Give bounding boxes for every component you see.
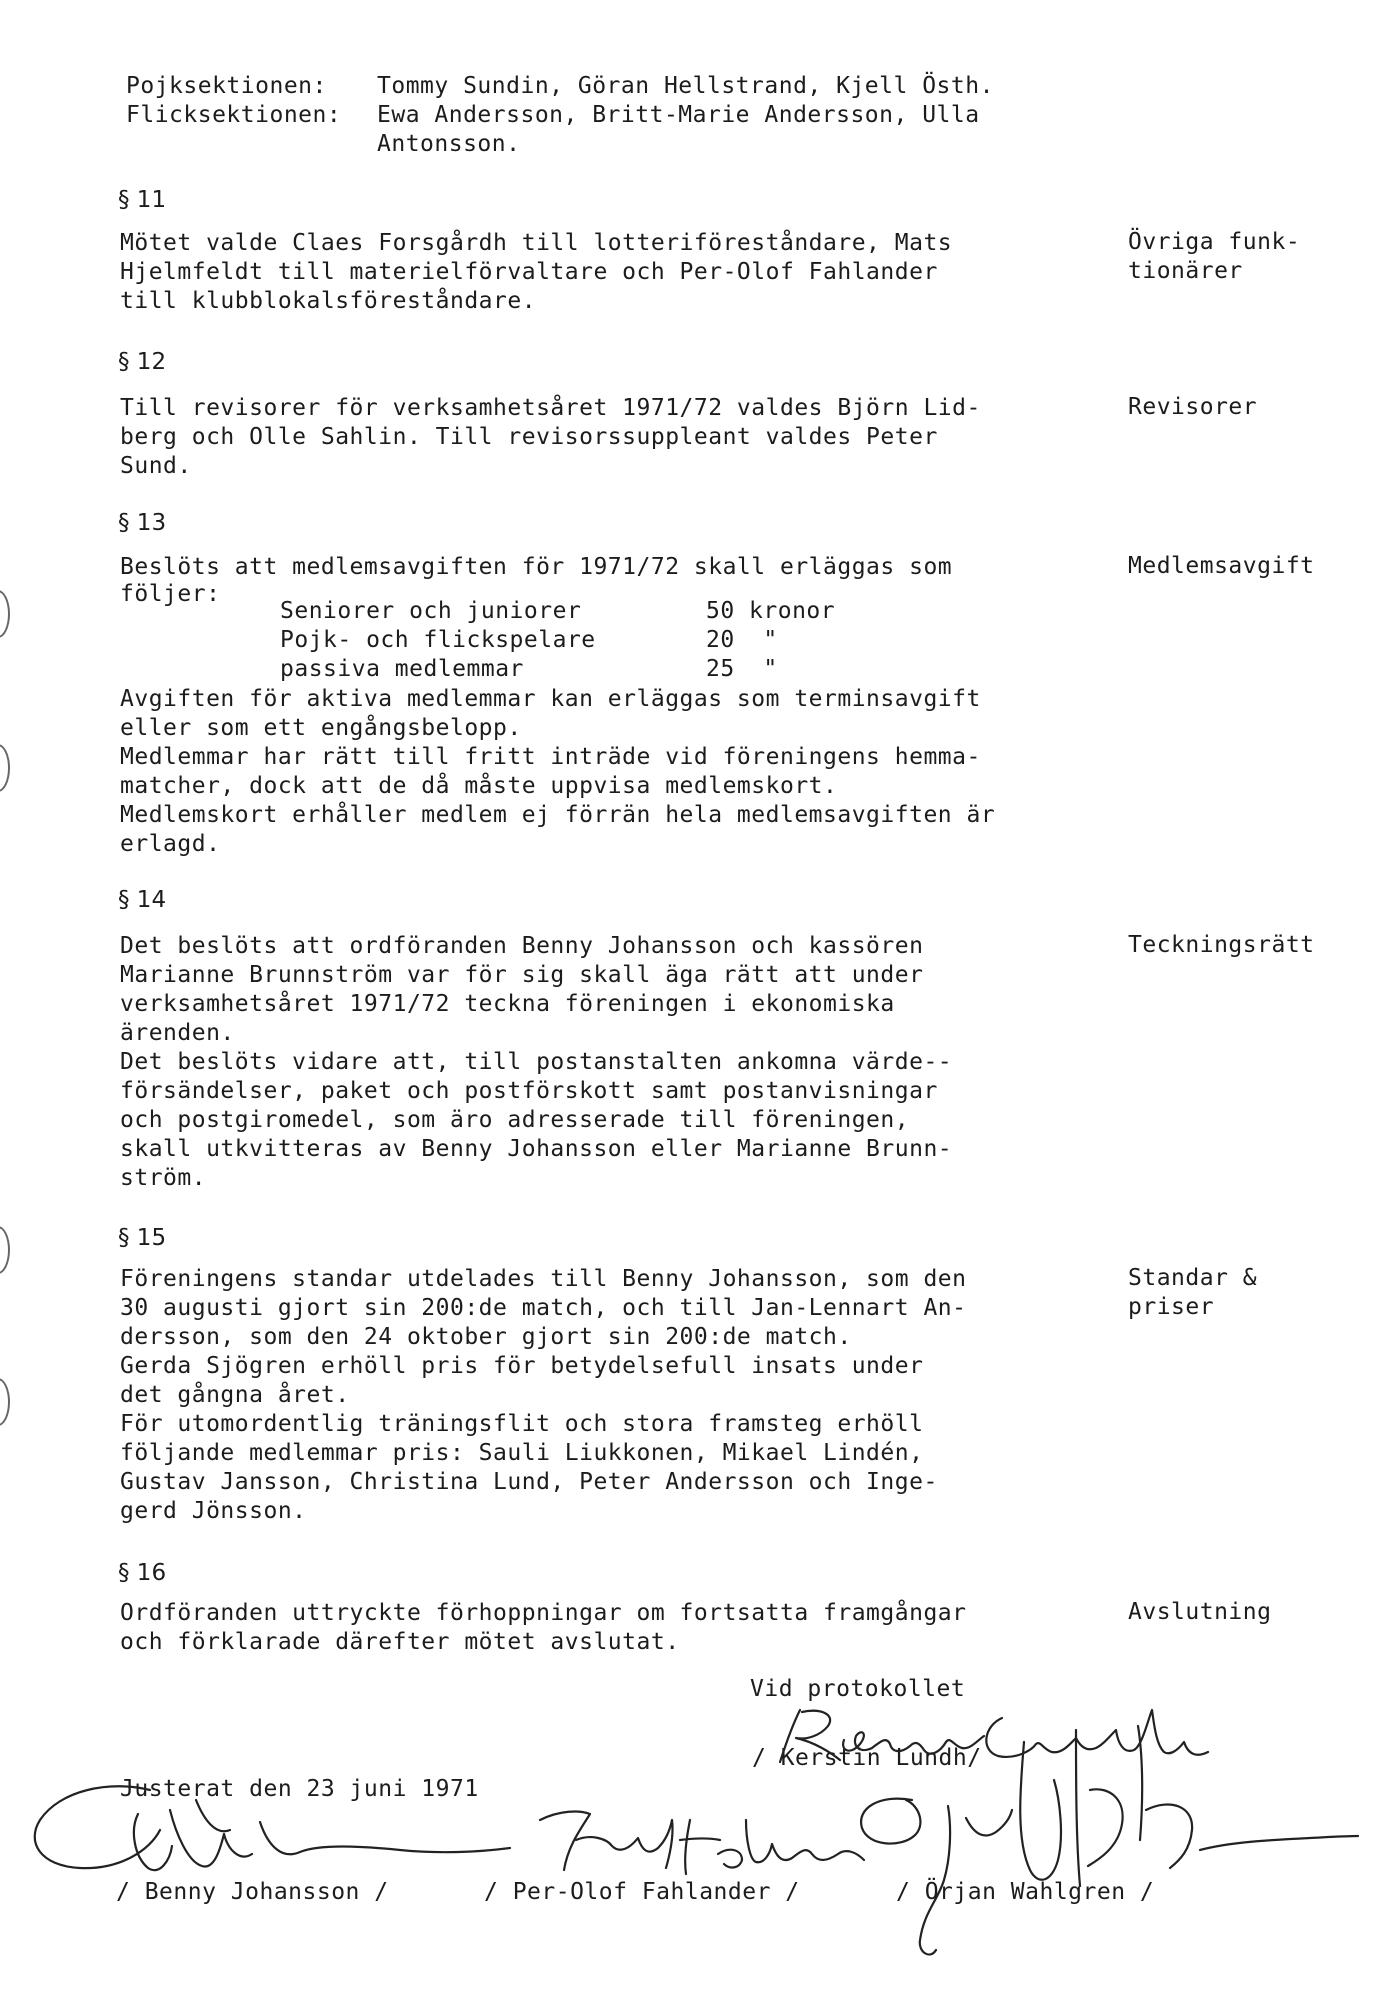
section-11-margin-note: tionärer (1128, 258, 1243, 284)
section-14-line: skall utkvitteras av Benny Johansson eller Marianne Brunn- (120, 1136, 953, 1162)
signer-name: / Benny Johansson / (116, 1879, 389, 1905)
section-15-line: Föreningens standar utdelades till Benny Johansson, som den (120, 1266, 967, 1292)
section-15-margin-note: Standar & (1128, 1265, 1258, 1291)
signature-benny-johansson (20, 1770, 520, 1880)
section-11-margin-note: Övriga funk- (1128, 229, 1301, 255)
section-15-line: dersson, som den 24 oktober gjort sin 200:de match. (120, 1324, 852, 1350)
section-16-heading: § 16 (118, 1560, 167, 1586)
section-14-heading: § 14 (118, 887, 167, 913)
section-15-heading: § 15 (118, 1225, 167, 1251)
section-12-margin-note: Revisorer (1128, 394, 1258, 420)
section-14-line: ärenden. (120, 1020, 235, 1046)
section-14-line: ström. (120, 1165, 207, 1191)
fee-amount: 25 " (706, 656, 778, 682)
punch-hole (0, 1226, 10, 1274)
section-16-margin-note: Avslutning (1128, 1599, 1272, 1625)
fee-amount: 20 " (706, 627, 778, 653)
section-13-line: Medlemskort erhåller medlem ej förrän hela medlemsavgiften är (120, 802, 996, 828)
section-15-line: gerd Jönsson. (120, 1498, 307, 1524)
section-12-line: Sund. (120, 453, 192, 479)
section-13-line: matcher, dock att de då måste uppvisa medlemskort. (120, 773, 838, 799)
section-13-line: eller som ett engångsbelopp. (120, 715, 522, 741)
section-13-line: följer: (120, 581, 221, 607)
section-11-heading: § 11 (118, 187, 167, 213)
punch-hole (0, 1378, 10, 1426)
section-12-line: berg och Olle Sahlin. Till revisorssuppleant valdes Peter (120, 424, 938, 450)
section-13-heading: § 13 (118, 510, 167, 536)
header-text-3: Antonsson. (377, 131, 521, 157)
header-label-2: Flicksektionen: (126, 102, 342, 128)
header-text-2: Ewa Andersson, Britt-Marie Andersson, Ulla (377, 102, 980, 128)
header-label-1: Pojksektionen: (126, 73, 327, 99)
section-12-heading: § 12 (118, 349, 167, 375)
signer-name: / Per-Olof Fahlander / (484, 1879, 800, 1905)
section-14-line: verksamhetsåret 1971/72 teckna föreningen i ekonomiska (120, 991, 895, 1017)
section-12-line: Till revisorer för verksamhetsåret 1971/72 valdes Björn Lid- (120, 395, 981, 421)
section-15-line: Gerda Sjögren erhöll pris för betydelsefull insats under (120, 1353, 924, 1379)
fee-label: passiva medlemmar (280, 656, 524, 682)
section-11-line: Mötet valde Claes Forsgårdh till lotteriföreståndare, Mats (120, 230, 953, 256)
section-15-margin-note: priser (1128, 1294, 1215, 1320)
section-15-line: följande medlemmar pris: Sauli Liukkonen, Mikael Lindén, (120, 1440, 924, 1466)
section-15-line: För utomordentlig träningsflit och stora framsteg erhöll (120, 1411, 924, 1437)
section-11-line: Hjelmfeldt till materielförvaltare och Per-Olof Fahlander (120, 259, 938, 285)
section-14-margin-note: Teckningsrätt (1128, 932, 1315, 958)
section-15-line: 30 augusti gjort sin 200:de match, och till Jan-Lennart An- (120, 1295, 967, 1321)
section-14-line: och postgiromedel, som äro adresserade till föreningen, (120, 1107, 910, 1133)
section-13-line: Avgiften för aktiva medlemmar kan erläggas som terminsavgift (120, 686, 981, 712)
section-16-line: och förklarade därefter mötet avslutat. (120, 1629, 680, 1655)
section-11-line: till klubblokalsföreståndare. (120, 288, 537, 314)
justerat-line: Justerat den 23 juni 1971 (120, 1776, 479, 1802)
section-13-line: erlagd. (120, 831, 221, 857)
punch-hole (0, 590, 10, 638)
signature-orjan-wahlgren (840, 1690, 1360, 1970)
punch-hole (0, 744, 10, 792)
header-text-1: Tommy Sundin, Göran Hellstrand, Kjell Östh. (377, 73, 994, 99)
section-14-line: Det beslöts vidare att, till postanstalten ankomna värde-- (120, 1049, 953, 1075)
section-16-line: Ordföranden uttryckte förhoppningar om fortsatta framgångar (120, 1600, 967, 1626)
secretary-name: / Kerstin Lundh/ (752, 1745, 982, 1771)
section-14-line: försändelser, paket och postförskott samt postanvisningar (120, 1078, 938, 1104)
section-14-line: Marianne Brunnström var för sig skall äga rätt att under (120, 962, 924, 988)
signer-name: / Örjan Wahlgren / (896, 1879, 1155, 1905)
signature-per-olof-fahlander (520, 1790, 880, 1880)
section-13-line: Beslöts att medlemsavgiften för 1971/72 skall erläggas som (120, 554, 953, 580)
section-13-margin-note: Medlemsavgift (1128, 553, 1315, 579)
fee-label: Pojk- och flickspelare (280, 627, 596, 653)
section-15-line: det gångna året. (120, 1382, 350, 1408)
section-15-line: Gustav Jansson, Christina Lund, Peter Andersson och Inge- (120, 1469, 938, 1495)
fee-amount: 50 kronor (706, 598, 836, 624)
fee-label: Seniorer och juniorer (280, 598, 582, 624)
section-14-line: Det beslöts att ordföranden Benny Johansson och kassören (120, 933, 924, 959)
vid-protokollet: Vid protokollet (750, 1676, 966, 1702)
section-13-line: Medlemmar har rätt till fritt inträde vid föreningens hemma- (120, 744, 981, 770)
